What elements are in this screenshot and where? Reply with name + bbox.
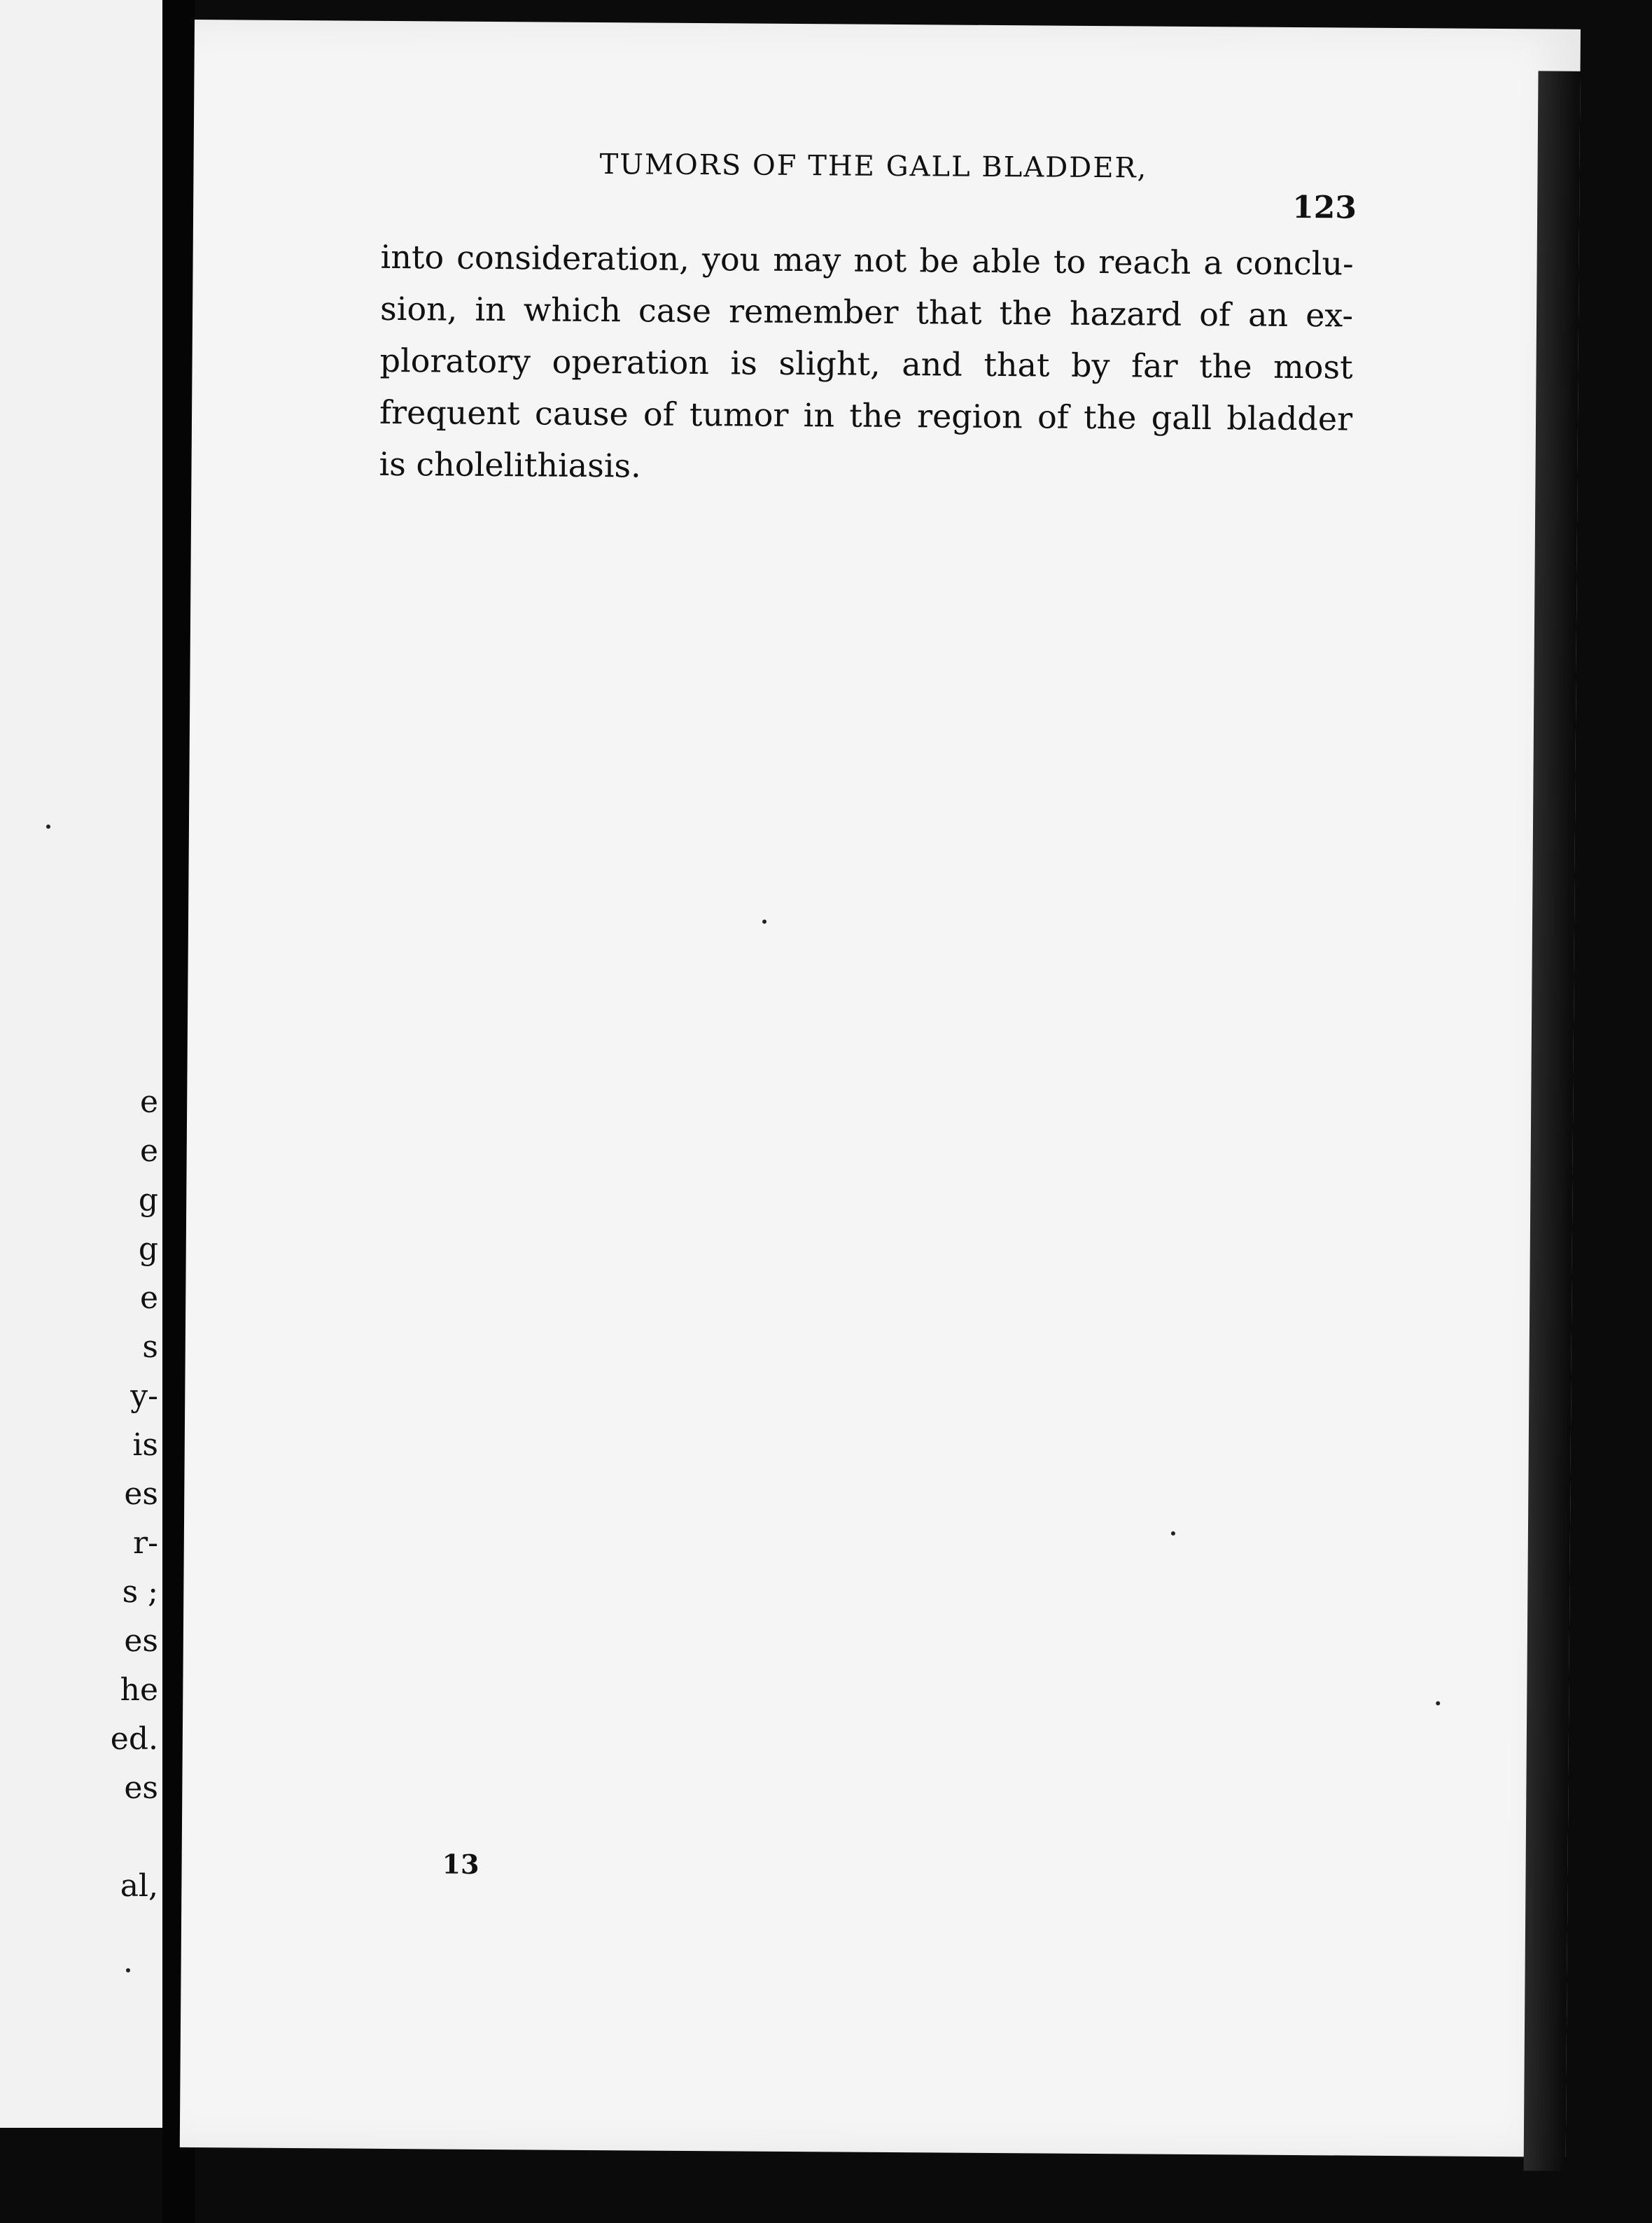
scan-speck: [762, 920, 766, 924]
body-line: ploratory operation is slight, and that by far the most: [379, 341, 1353, 386]
left-line-ending: s ;: [122, 1574, 158, 1610]
left-line-ending: g: [138, 1182, 158, 1218]
signature-mark: 13: [442, 1848, 479, 1880]
body-paragraph: [379, 231, 1354, 497]
scan-speck: [1171, 1531, 1175, 1536]
left-line-ending: e: [139, 1280, 158, 1316]
left-line-ending: ed.: [110, 1721, 158, 1757]
left-line-ending: es: [124, 1623, 158, 1659]
scan-speck: [126, 1968, 130, 1972]
left-page-line-endings: [111, 1078, 158, 1911]
left-line-ending: e: [139, 1133, 158, 1169]
left-line-ending: e: [139, 1084, 158, 1120]
page-number: 123: [1292, 189, 1357, 226]
right-page: [180, 20, 1581, 2157]
left-line-ending: r-: [133, 1525, 158, 1561]
left-line-ending: s: [142, 1329, 158, 1365]
left-line-ending: g: [138, 1231, 158, 1267]
left-line-ending: y-: [130, 1378, 158, 1414]
body-line: into consideration, you may not be able to reach a conclu-: [380, 237, 1354, 283]
left-facing-page: [0, 0, 162, 2128]
left-line-gap: [111, 1813, 158, 1862]
left-line-ending: es: [124, 1476, 158, 1512]
body-line: is cholelithiasis.: [379, 444, 641, 485]
running-head: TUMORS OF THE GALL BLADDER,: [599, 148, 1148, 185]
body-line: frequent cause of tumor in the region of the gall bladder: [379, 393, 1353, 438]
left-line-ending: he: [120, 1672, 158, 1708]
left-line-ending: es: [124, 1770, 158, 1806]
left-line-ending: is: [132, 1427, 158, 1463]
scan-speck: [1436, 1701, 1440, 1705]
left-line-ending: al,: [120, 1868, 158, 1904]
scan-speck: [46, 825, 50, 829]
body-line: sion, in which case remember that the hazard of an ex-: [379, 289, 1354, 335]
page-edge-shadow: [1524, 71, 1581, 2171]
